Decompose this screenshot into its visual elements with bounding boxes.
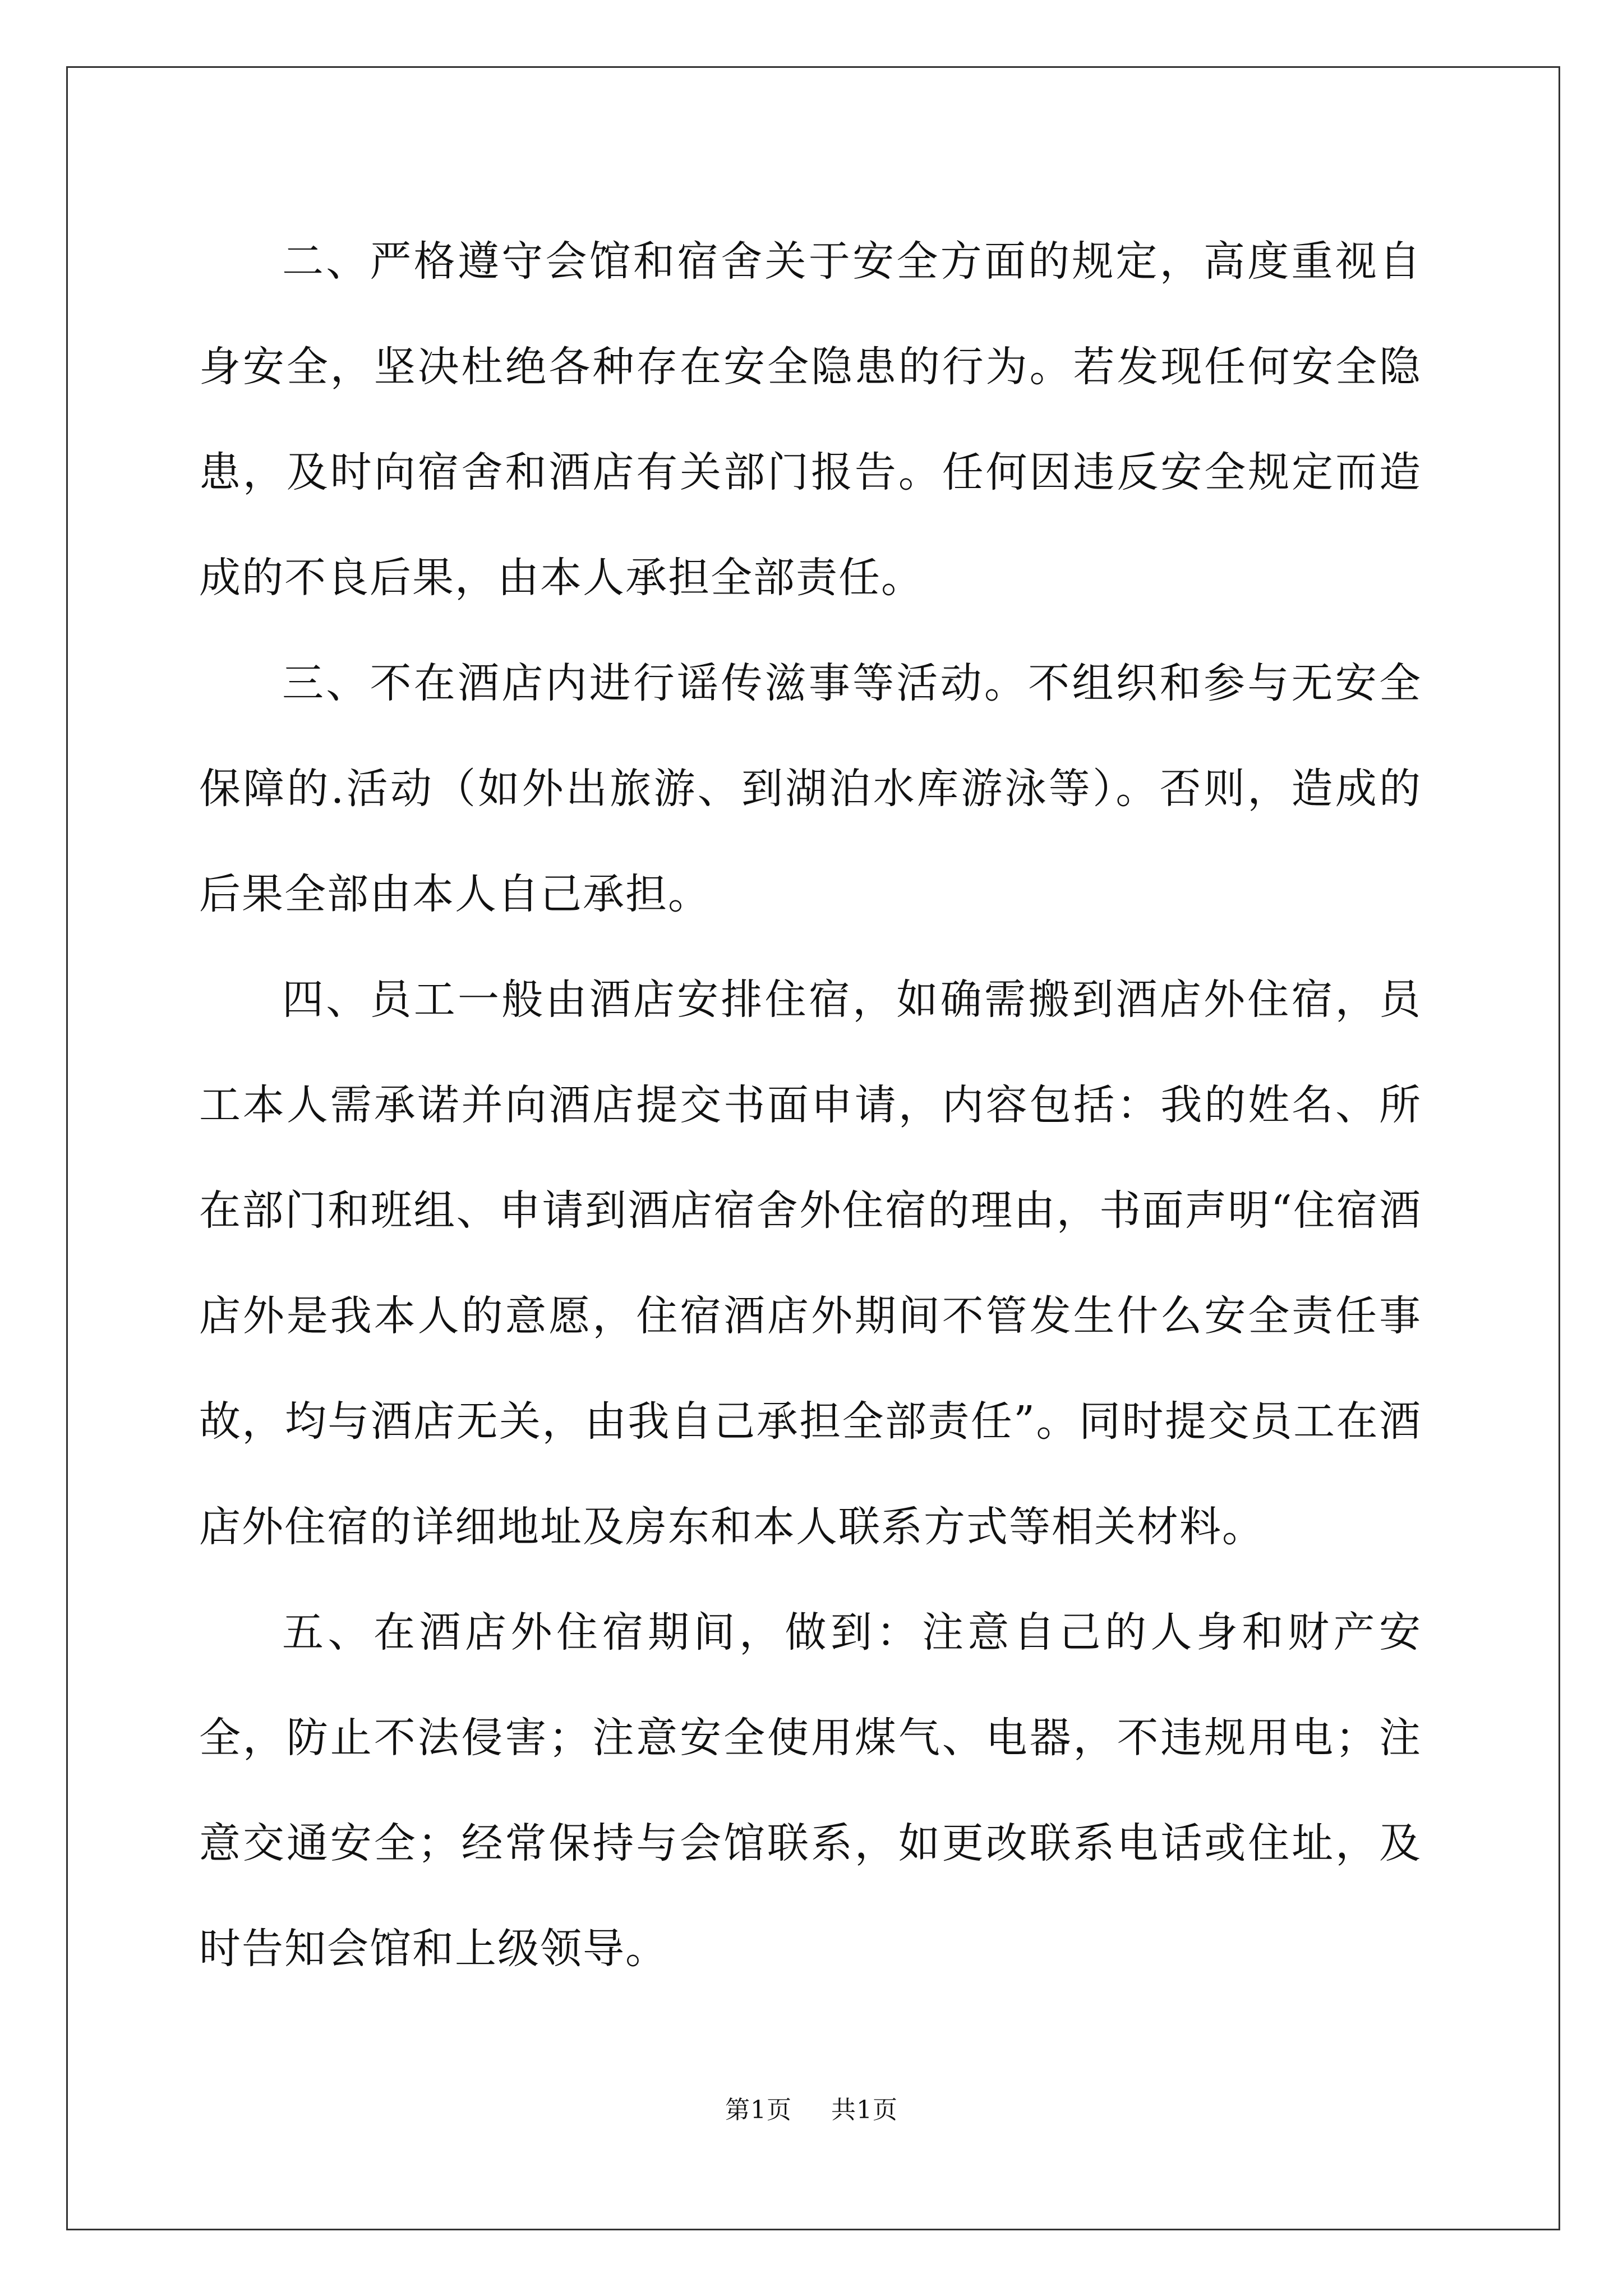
- paragraph-3: 三、不在酒店内进行谣传滋事等活动。不组织和参与无安全保障的.活动（如外出旅游、到湖泊水库游泳等）。否则，造成的后果全部由本人自己承担。: [199, 659, 1422, 918]
- paragraph-5: 五、在酒店外住宿期间，做到：注意自己的人身和财产安全，防止不法侵害；注意安全使用煤气、电器，不违规用电；注意交通安全；经常保持与会馆联系，如更改联系电话或住址，及时告知会馆和上级领导。: [199, 1608, 1422, 1973]
- page-footer: [0, 2090, 1623, 2125]
- page-total: 共1页: [831, 2096, 898, 2124]
- paragraph-4: 四、员工一般由酒店安排住宿，如确需搬到酒店外住宿，员工本人需承诺并向酒店提交书面申请，内容包括：我的姓名、所在部门和班组、申请到酒店宿舍外住宿的理由，书面声明“住宿酒店外是我本人的意愿，住宿酒店外期间不管发生什么安全责任事故，均与酒店无关，由我自己承担全部责任”。同时提交员工在酒店外住宿的详细地址及房东和本人联系方式等相关材料。: [199, 976, 1422, 1551]
- page-number: 第1页: [725, 2096, 792, 2124]
- document-body: [199, 209, 1422, 2001]
- paragraph-2: 二、严格遵守会馆和宿舍关于安全方面的规定，高度重视自身安全，坚决杜绝各种存在安全隐患的行为。若发现任何安全隐患，及时向宿舍和酒店有关部门报告。任何因违反安全规定而造成的不良后果，由本人承担全部责任。: [199, 237, 1422, 602]
